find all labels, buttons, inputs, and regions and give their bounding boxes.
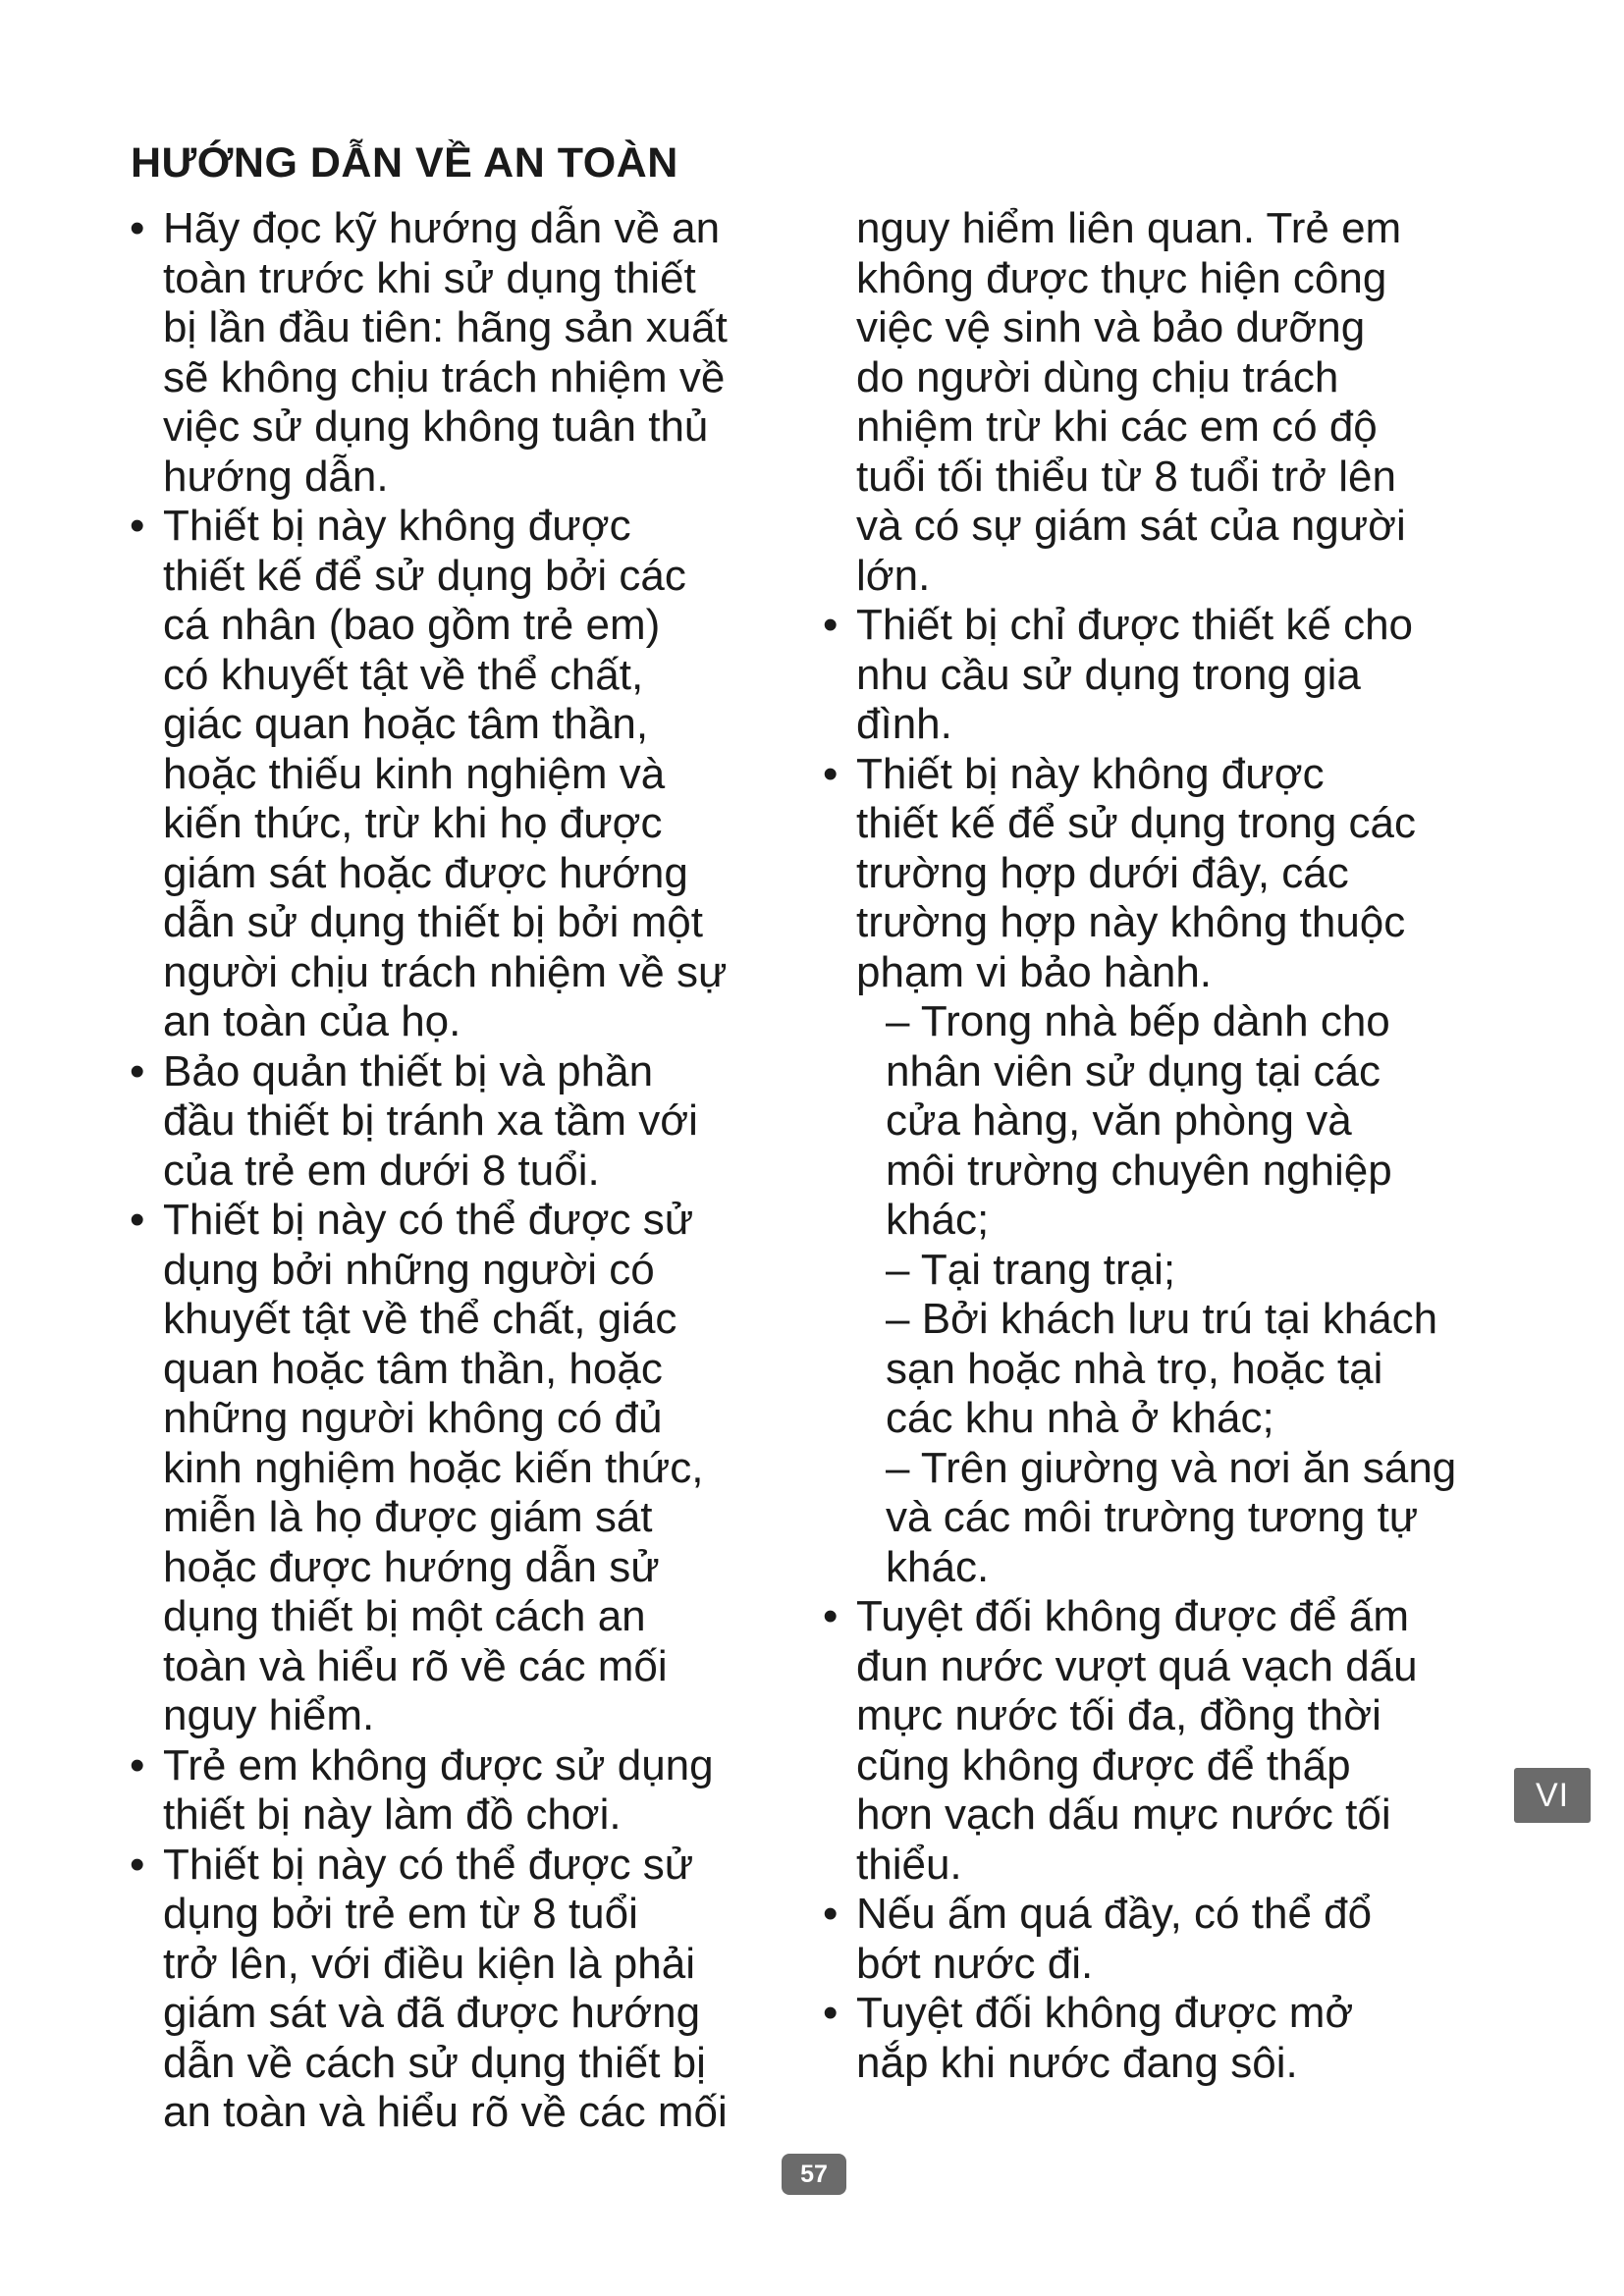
- line-text: tuổi tối thiểu từ 8 tuổi trở lên: [856, 452, 1396, 501]
- text-line: [130, 1940, 837, 1990]
- line-text: có khuyết tật về thể chất,: [163, 650, 644, 699]
- text-line: [823, 1841, 1530, 1891]
- text-line: [130, 1345, 837, 1395]
- bullet-marker: •: [130, 1840, 145, 1889]
- text-line: [823, 1543, 1530, 1593]
- page-number: 57: [782, 2154, 846, 2195]
- line-text: đầu thiết bị tránh xa tầm với: [163, 1096, 698, 1145]
- text-line: [823, 1345, 1530, 1395]
- line-text: bị lần đầu tiên: hãng sản xuất: [163, 303, 728, 351]
- dash-item-text: – Trong nhà bếp dành cho: [886, 997, 1390, 1045]
- line-text: trường hợp dưới đây, các: [856, 848, 1349, 897]
- line-text: thiểu.: [856, 1840, 962, 1889]
- line-text: Thiết bị này không được: [856, 749, 1325, 798]
- text-line: [823, 254, 1530, 304]
- text-line: [823, 1790, 1530, 1841]
- text-line: [823, 1741, 1530, 1791]
- line-text: Thiết bị chỉ được thiết kế cho: [856, 601, 1414, 649]
- bullet-marker: •: [130, 502, 145, 550]
- text-line: [130, 1096, 837, 1147]
- line-text: bớt nước đi.: [856, 1939, 1094, 1988]
- line-text: Nếu ấm quá đầy, có thể đổ: [856, 1890, 1373, 1938]
- line-text: cũng không được để thấp: [856, 1740, 1351, 1789]
- line-text: nhân viên sử dụng tại các: [886, 1046, 1381, 1095]
- text-line: [130, 1642, 837, 1692]
- text-line: [130, 700, 837, 750]
- text-line: [823, 1196, 1530, 1246]
- text-line: [130, 1841, 837, 1891]
- text-line: [823, 750, 1530, 800]
- text-line: [130, 1741, 837, 1791]
- text-line: [130, 898, 837, 948]
- line-text: Trẻ em không được sử dụng: [163, 1740, 714, 1789]
- line-text: cửa hàng, văn phòng và: [886, 1096, 1352, 1145]
- text-line: [130, 254, 837, 304]
- text-line: [130, 799, 837, 849]
- line-text: toàn và hiểu rõ về các mối: [163, 1641, 668, 1690]
- text-line: [823, 453, 1530, 503]
- text-line: [823, 948, 1530, 998]
- line-text: Hãy đọc kỹ hướng dẫn về an: [163, 204, 721, 252]
- text-line: [130, 948, 837, 998]
- text-line: [823, 402, 1530, 453]
- line-text: Bảo quản thiết bị và phần: [163, 1046, 654, 1095]
- bullet-marker: •: [130, 1196, 145, 1244]
- bullet-marker: •: [823, 749, 839, 798]
- text-line: [130, 502, 837, 552]
- line-text: hoặc thiếu kinh nghiệm và: [163, 749, 666, 798]
- text-line: [823, 849, 1530, 899]
- text-line: [823, 1444, 1530, 1494]
- text-line: [130, 651, 837, 701]
- text-line: [823, 1890, 1530, 1940]
- text-line: [130, 2039, 837, 2089]
- line-text: hơn vạch dấu mực nước tối: [856, 1790, 1391, 1839]
- line-text: giám sát hoặc được hướng: [163, 848, 688, 897]
- text-line: [823, 1047, 1530, 1097]
- text-line: [823, 997, 1530, 1047]
- line-text: trường hợp này không thuộc: [856, 898, 1406, 946]
- line-text: hoặc được hướng dẫn sử: [163, 1542, 660, 1591]
- dash-item-text: – Bởi khách lưu trú tại khách: [886, 1295, 1438, 1343]
- text-line: [130, 1047, 837, 1097]
- language-tab: VI: [1514, 1768, 1591, 1823]
- line-text: nguy hiểm.: [163, 1691, 375, 1739]
- text-line: [823, 601, 1530, 651]
- text-line: [130, 1394, 837, 1444]
- text-line: [130, 353, 837, 403]
- line-text: đun nước vượt quá vạch dấu: [856, 1641, 1418, 1690]
- text-line: [823, 502, 1530, 552]
- text-line: [130, 1691, 837, 1741]
- line-text: miễn là họ được giám sát: [163, 1493, 653, 1541]
- line-text: khác.: [886, 1542, 990, 1591]
- text-line: [130, 1246, 837, 1296]
- line-text: dụng bởi những người có: [163, 1245, 655, 1294]
- text-line: [823, 1642, 1530, 1692]
- text-line: [130, 750, 837, 800]
- line-text: toàn trước khi sử dụng thiết: [163, 253, 696, 302]
- text-line: [823, 2039, 1530, 2089]
- bullet-marker: •: [823, 1592, 839, 1640]
- line-text: việc sử dụng không tuân thủ: [163, 402, 709, 451]
- line-text: thiết bị này làm đồ chơi.: [163, 1790, 622, 1839]
- bullet-marker: •: [130, 1046, 145, 1095]
- text-line: [130, 303, 837, 353]
- line-text: do người dùng chịu trách: [856, 352, 1339, 401]
- line-text: Thiết bị này có thể được sử: [163, 1196, 694, 1244]
- text-line: [130, 453, 837, 503]
- text-line: [823, 1246, 1530, 1296]
- dash-item-text: – Trên giường và nơi ăn sáng: [886, 1443, 1457, 1492]
- line-text: Tuyệt đối không được để ấm: [856, 1592, 1409, 1640]
- line-text: dẫn về cách sử dụng thiết bị: [163, 2038, 706, 2087]
- bullet-marker: •: [823, 1890, 839, 1938]
- text-line: [823, 1096, 1530, 1147]
- text-line: [130, 1543, 837, 1593]
- text-line: [823, 1295, 1530, 1345]
- text-line: [823, 1691, 1530, 1741]
- text-line: [130, 1989, 837, 2039]
- line-text: dụng thiết bị một cách an: [163, 1592, 646, 1640]
- text-line: [823, 700, 1530, 750]
- text-line: [130, 1444, 837, 1494]
- line-text: khác;: [886, 1196, 990, 1244]
- text-line: [823, 303, 1530, 353]
- line-text: sạn hoặc nhà trọ, hoặc tại: [886, 1344, 1383, 1393]
- line-text: người chịu trách nhiệm về sự: [163, 947, 728, 996]
- text-line: [130, 849, 837, 899]
- line-text: nhu cầu sử dụng trong gia: [856, 650, 1361, 699]
- text-line: [130, 1890, 837, 1940]
- line-text: khuyết tật về thể chất, giác: [163, 1295, 677, 1343]
- text-line: [130, 402, 837, 453]
- text-line: [823, 353, 1530, 403]
- line-text: Thiết bị này có thể được sử: [163, 1840, 694, 1889]
- text-line: [823, 1940, 1530, 1990]
- text-line: [130, 997, 837, 1047]
- right-column: [823, 204, 1530, 2088]
- line-text: môi trường chuyên nghiệp: [886, 1146, 1392, 1195]
- text-line: [823, 204, 1530, 254]
- text-line: [130, 1493, 837, 1543]
- line-text: các khu nhà ở khác;: [886, 1394, 1274, 1442]
- line-text: an toàn và hiểu rõ về các mối: [163, 2088, 728, 2136]
- line-text: giám sát và đã được hướng: [163, 1989, 701, 2037]
- line-text: mực nước tối đa, đồng thời: [856, 1691, 1381, 1739]
- line-text: kiến thức, trừ khi họ được: [163, 799, 663, 847]
- page-title: HƯỚNG DẪN VỀ AN TOÀN: [131, 139, 678, 187]
- line-text: cá nhân (bao gồm trẻ em): [163, 601, 661, 649]
- line-text: thiết kế để sử dụng trong các: [856, 799, 1417, 847]
- text-line: [130, 1592, 837, 1642]
- line-text: quan hoặc tâm thần, hoặc: [163, 1344, 663, 1393]
- line-text: trở lên, với điều kiện là phải: [163, 1939, 695, 1988]
- line-text: lớn.: [856, 551, 931, 600]
- text-line: [823, 1989, 1530, 2039]
- line-text: không được thực hiện công: [856, 253, 1387, 302]
- bullet-marker: •: [823, 1989, 839, 2037]
- line-text: những người không có đủ: [163, 1394, 663, 1442]
- text-line: [823, 1147, 1530, 1197]
- text-line: [130, 601, 837, 651]
- left-column: [130, 204, 837, 2138]
- line-text: hướng dẫn.: [163, 452, 389, 501]
- line-text: dẫn sử dụng thiết bị bởi một: [163, 898, 703, 946]
- text-line: [823, 799, 1530, 849]
- text-line: [823, 1394, 1530, 1444]
- line-text: Thiết bị này không được: [163, 502, 631, 550]
- text-line: [823, 1592, 1530, 1642]
- dash-item-text: – Tại trang trại;: [886, 1245, 1176, 1294]
- line-text: và có sự giám sát của người: [856, 502, 1406, 550]
- text-line: [130, 2088, 837, 2138]
- line-text: phạm vi bảo hành.: [856, 947, 1213, 996]
- bullet-marker: •: [823, 601, 839, 649]
- line-text: an toàn của họ.: [163, 997, 461, 1045]
- line-text: việc vệ sinh và bảo dưỡng: [856, 303, 1366, 351]
- text-line: [823, 898, 1530, 948]
- text-line: [130, 204, 837, 254]
- text-line: [130, 1196, 837, 1246]
- line-text: kinh nghiệm hoặc kiến thức,: [163, 1443, 704, 1492]
- line-text: nguy hiểm liên quan. Trẻ em: [856, 204, 1402, 252]
- line-text: và các môi trường tương tự: [886, 1493, 1419, 1541]
- text-line: [130, 1295, 837, 1345]
- text-line: [823, 1493, 1530, 1543]
- text-line: [130, 1147, 837, 1197]
- line-text: sẽ không chịu trách nhiệm về: [163, 352, 726, 401]
- text-line: [823, 552, 1530, 602]
- text-line: [130, 1790, 837, 1841]
- line-text: giác quan hoặc tâm thần,: [163, 700, 649, 748]
- line-text: Tuyệt đối không được mở: [856, 1989, 1354, 2037]
- line-text: nhiệm trừ khi các em có độ: [856, 402, 1378, 451]
- line-text: của trẻ em dưới 8 tuổi.: [163, 1146, 600, 1195]
- line-text: thiết kế để sử dụng bởi các: [163, 551, 686, 600]
- line-text: nắp khi nước đang sôi.: [856, 2038, 1298, 2087]
- bullet-marker: •: [130, 204, 145, 252]
- text-line: [130, 552, 837, 602]
- line-text: dụng bởi trẻ em từ 8 tuổi: [163, 1890, 638, 1938]
- bullet-marker: •: [130, 1740, 145, 1789]
- line-text: đình.: [856, 700, 952, 748]
- text-line: [823, 651, 1530, 701]
